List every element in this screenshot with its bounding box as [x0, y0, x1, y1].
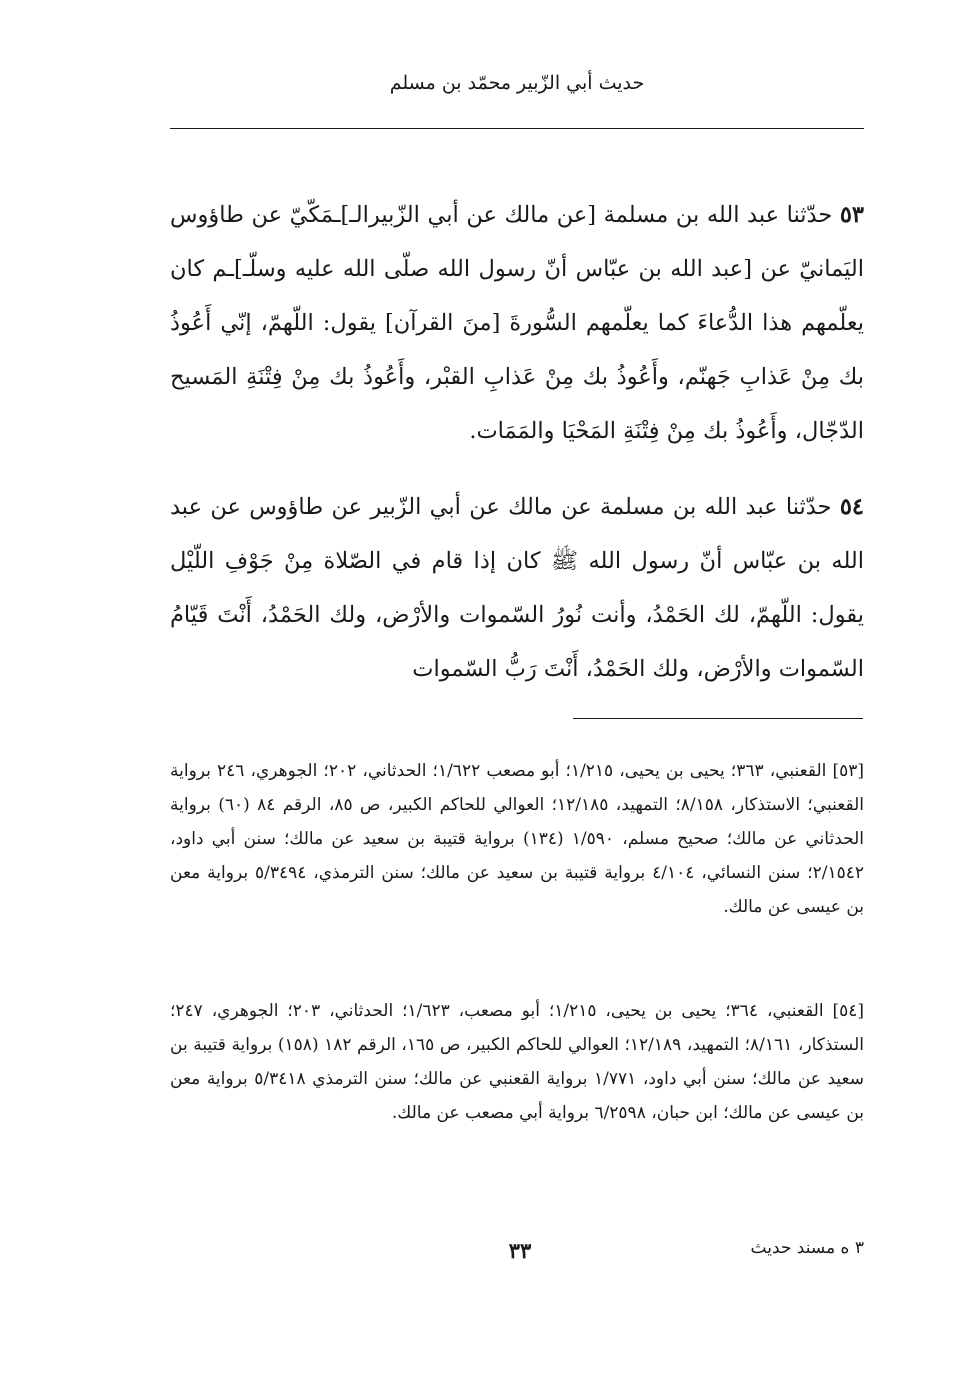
header-rule	[170, 128, 864, 129]
footnotes-rule	[573, 718, 863, 719]
footnote-53: [٥٣] القعنبي، ٣٦٣؛ يحيى بن يحيى، ١/٢١٥؛ أبو مصعب ١/٦٢٢؛ الحدثاني، ٢٠٢؛ الجوهري، ٢٤٦ برواية القعنبي؛ الاستذكار، ٨/١٥٨؛ التمهيد، ١٢/١٨٥؛ العوالي للحاكم الكبير، ص ٨٥، الرقم ٨٤ (٦٠) برواية الحدثاني عن مالك؛ صحيح مسلم، ١/٥٩٠ (١٣٤) برواية قتيبة بن سعيد عن مالك؛ سنن أبي داود، ٢/١٥٤٢؛ سنن النسائي، ٤/١٠٤ برواية قتيبة بن سعيد عن مالك؛ سنن الترمذي، ٥/٣٤٩٤ برواية معن بن عيسى عن مالك.	[170, 761, 864, 917]
hadith-text: حدّثنا عبد الله بن مسلمة عن مالك عن أبي الزّبير عن طاؤوس عن عبد الله بن عبّاس أنّ رسول الله ﷺ كان إذا قام في الصّلاة مِنْ جَوْفِ اللّيْل يقول: اللّهمّ، لك الحَمْدُ، وأنت نُورُ السّموات والأرْض، ولك الحَمْدُ، أَنْتَ قَيّامُ السّموات والأرْض، ولك الحَمْدُ، أَنْتَ رَبُّ السّموات	[170, 494, 864, 682]
hadith-54	[170, 480, 864, 696]
printer-signature: ٣ ه مسند حديث	[750, 1238, 864, 1258]
hadith-number: ٥٤	[839, 494, 864, 520]
running-header: حديث أبي الزّبير محمّد بن مسلم	[389, 72, 645, 94]
footnote-54: [٥٤] القعنبي، ٣٦٤؛ يحيى بن يحيى، ١/٢١٥؛ أبو مصعب، ١/٦٢٣؛ الحدثاني، ٢٠٣؛ الجوهري، ٢٤٧؛ الستذكار، ٨/١٦١؛ التمهيد، ١٢/١٨٩؛ العوالي للحاكم الكبير، ص ١٦٥، الرقم ١٨٢ (١٥٨) برواية قتيبة بن سعيد عن مالك؛ سنن أبي داود، ١/٧٧١ برواية القعنبي عن مالك؛ سنن الترمذي ٥/٣٤١٨ برواية معن بن عيسى عن مالك؛ ابن حبان، ٦/٢٥٩٨ برواية أبي مصعب عن مالك.	[170, 1001, 865, 1123]
hadith-53	[170, 188, 864, 458]
hadith-text: حدّثنا عبد الله بن مسلمة [عن مالك عن أبي الزّبيرالـ]ـمَكّيّ عن طاؤوس اليَمانيّ عن [عبد الله بن عبّاس أنّ رسول الله صلّى الله عليه وسلّـ]ـم كان يعلّمهم هذا الدُّعاءَ كما يعلّمهم السُّورةَ [منَ القرآن] يقول: اللّهمّ، إنّي أَعُوذُ بك مِنْ عَذابِ جَهنّم، وأَعُوذُ بك مِنْ عَذابِ القبْر، وأَعُوذُ بك مِنْ فِتْنَةِ المَسيح الدّجّال، وأَعُوذُ بك مِنْ فِتْنَةِ المَحْيَا والمَمَات.	[170, 202, 864, 444]
hadith-number: ٥٣	[839, 202, 864, 228]
page-number: ٣٣	[508, 1238, 532, 1263]
